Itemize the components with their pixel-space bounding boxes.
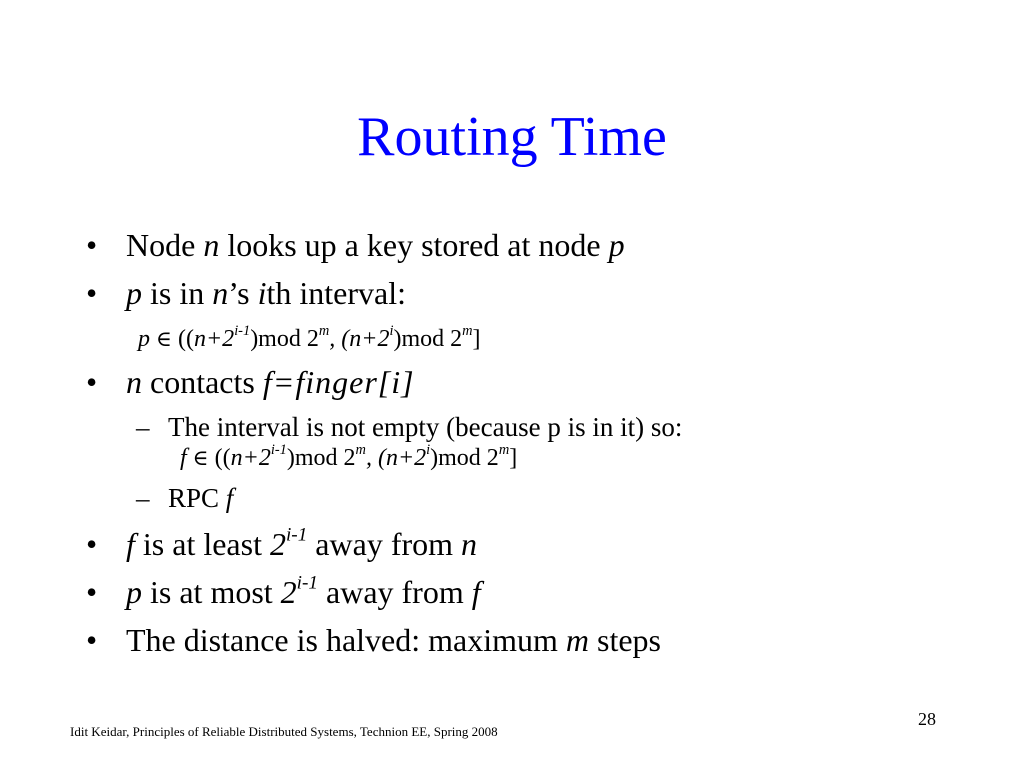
sub-bullet-2: RPC f xyxy=(168,483,234,513)
bullet-marker: • xyxy=(86,622,98,658)
bullet-3: n contacts f=finger[i] xyxy=(126,364,415,400)
element-of-symbol: ∈ xyxy=(156,327,172,352)
bullet-marker: • xyxy=(86,574,98,610)
bullet-1: Node n looks up a key stored at node p xyxy=(126,227,625,263)
bullet-4: f is at least 2$^{i-1}$ away from n xyxy=(126,524,478,562)
bullet-2: p is in n’s ith interval: xyxy=(126,275,406,311)
bullet-marker: • xyxy=(86,275,98,311)
bullet-6: The distance is halved: maximum m steps xyxy=(126,622,661,658)
sub-bullet-dash: – xyxy=(136,412,150,442)
slide-title: Routing Time xyxy=(357,106,667,168)
bullet-marker: • xyxy=(86,364,98,400)
sub-bullet-dash: – xyxy=(136,483,150,513)
formula-f-interval: f ∈ ($(n+2^{i-1})mod$ 2$^m$, $(n+2^i)mod$ 2$^m$] xyxy=(180,442,518,471)
slide-footer: Idit Keidar, Principles of Reliable Distributed Systems, Technion EE, Spring 2008 xyxy=(70,724,498,739)
page-number: 28 xyxy=(918,709,936,729)
bullet-5: p is at most 2$^{i-1}$ away from f xyxy=(126,572,481,610)
bullet-marker: • xyxy=(86,526,98,562)
sub-bullet-1: The interval is not empty (because p is in it) so: xyxy=(168,412,683,442)
formula-p-interval: p ∈ ($(n+2^{i-1})mod$ 2$^m$, $(n+2^i)mod$ 2$^m$] xyxy=(138,323,481,352)
bullet-marker: • xyxy=(86,227,98,263)
element-of-symbol: ∈ xyxy=(192,446,209,471)
